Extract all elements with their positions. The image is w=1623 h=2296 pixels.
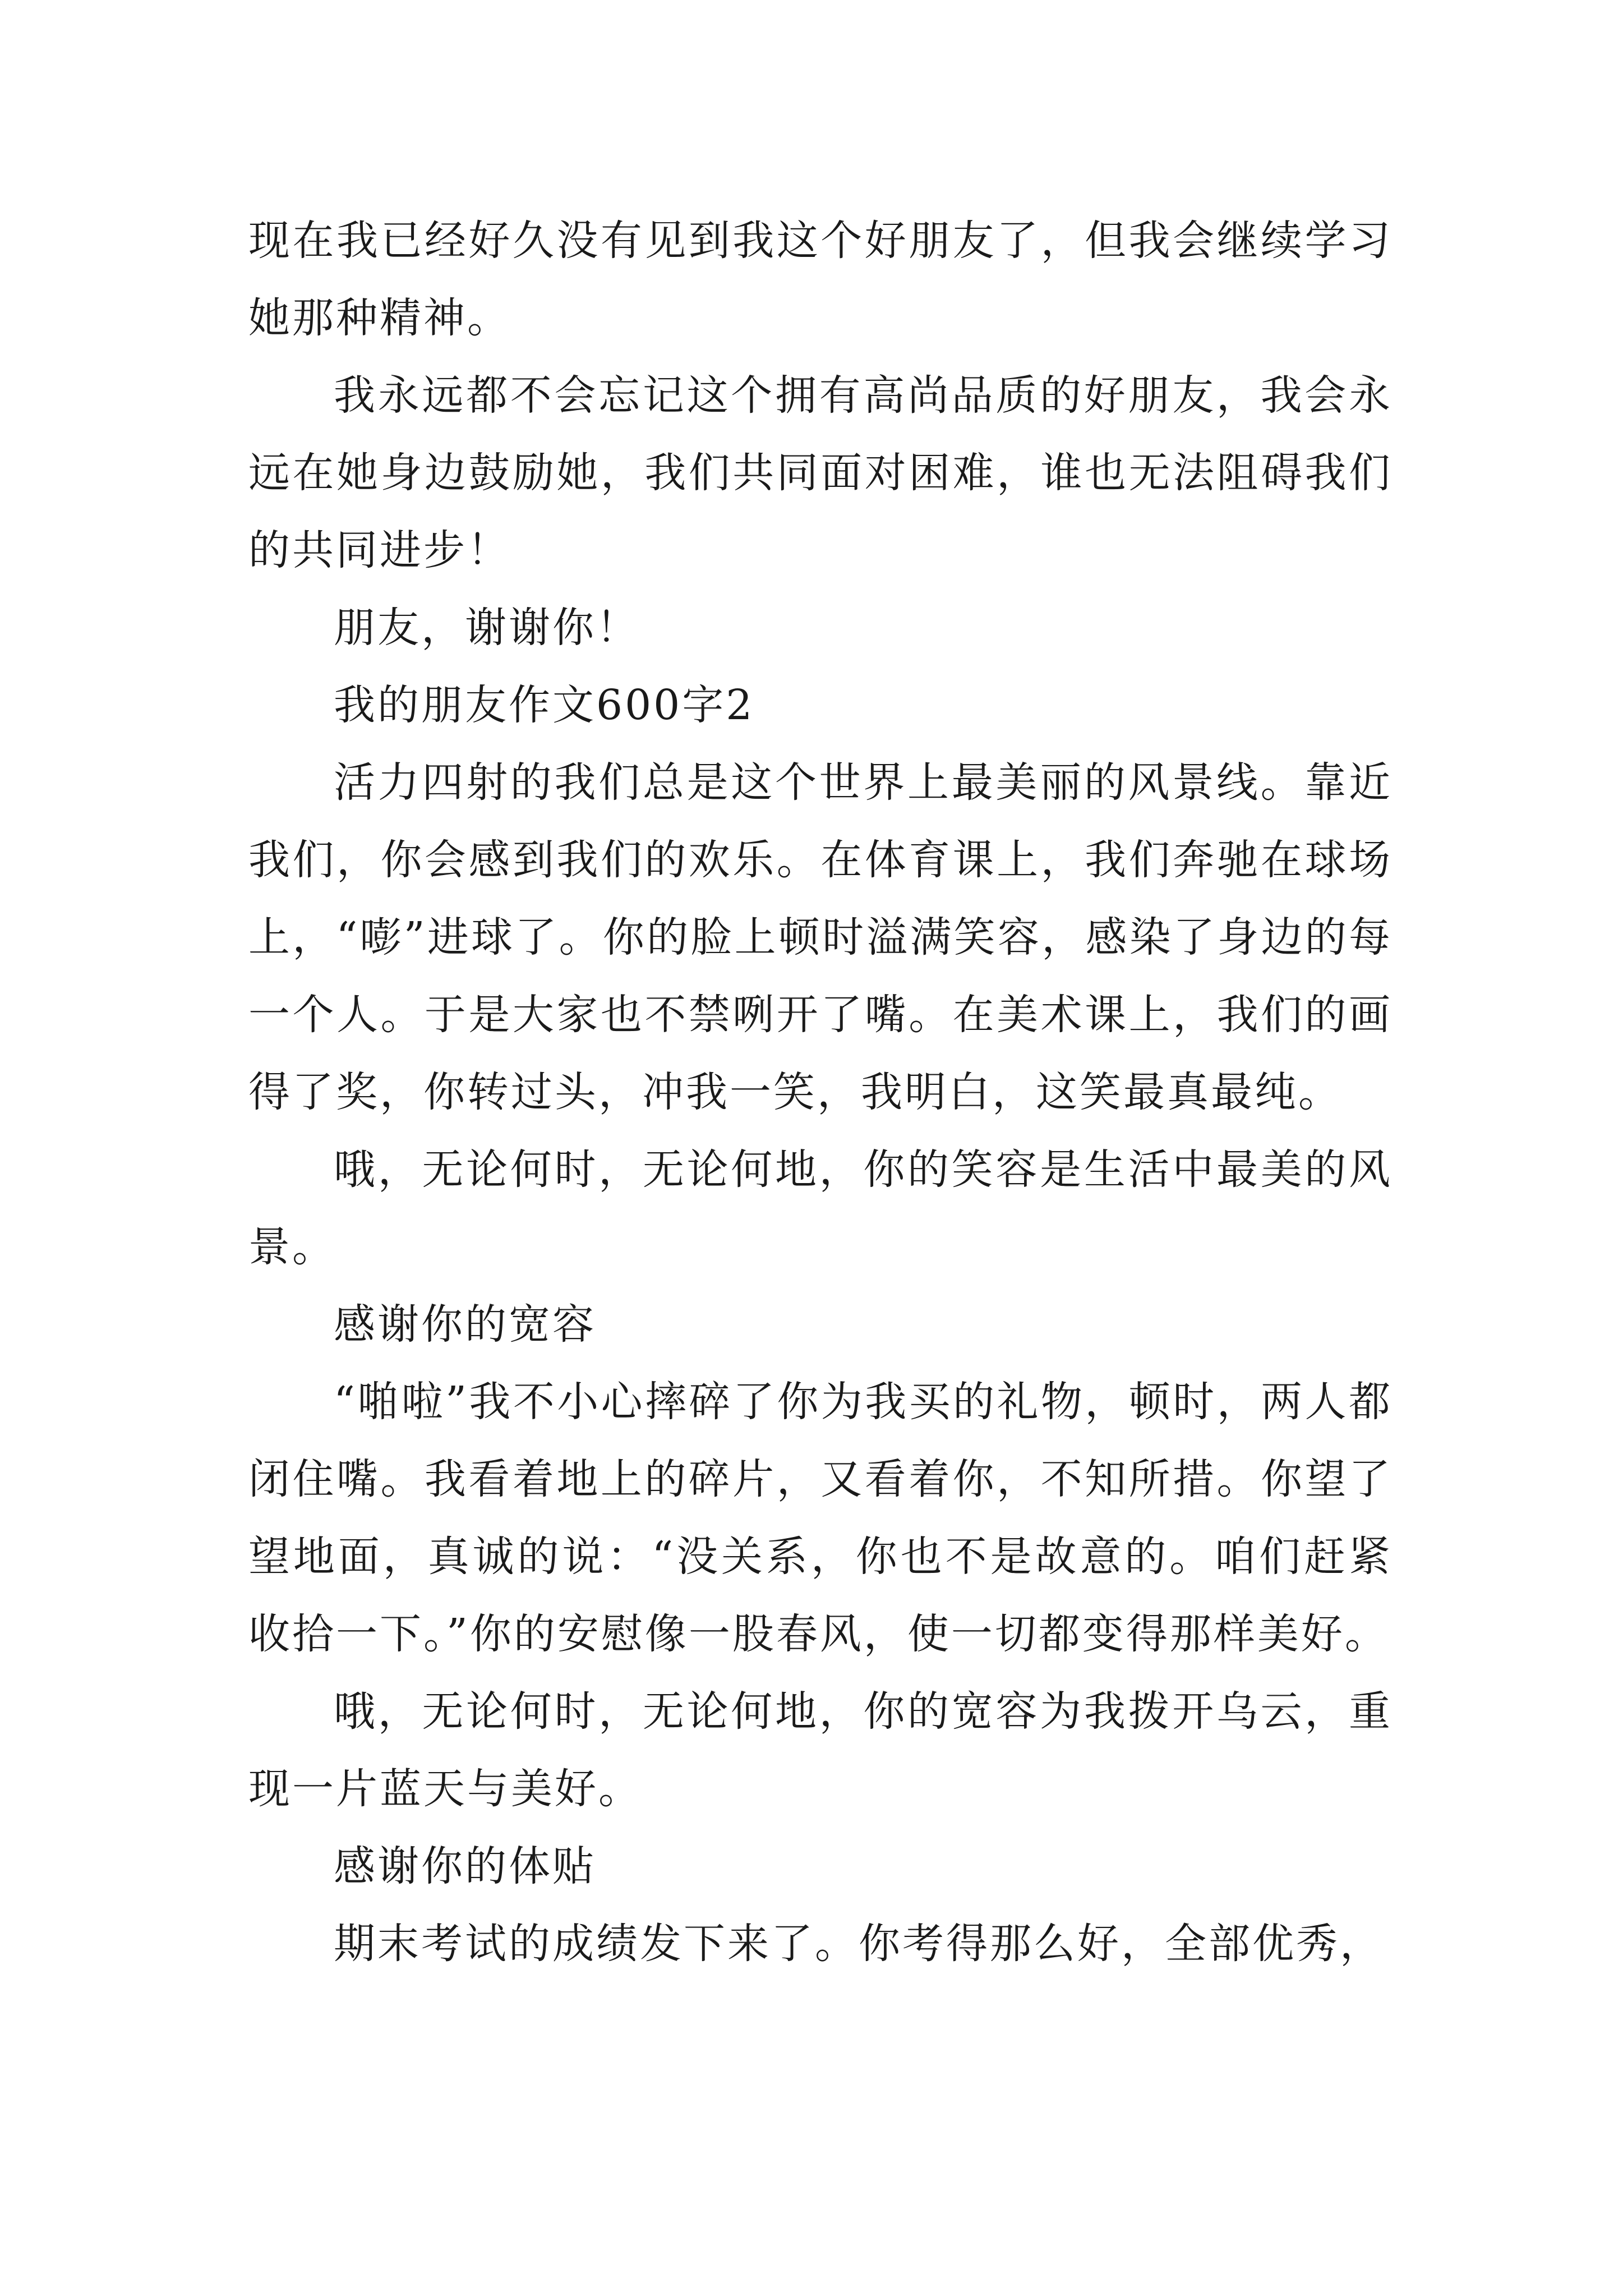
section-heading-consideration: 感谢你的体贴: [334, 1842, 596, 1890]
paragraph-continuation: 现在我已经好久没有见到我这个好朋友了，但我会继续学习她那种精神。: [248, 217, 1393, 342]
paragraph-tolerance-clouds: 哦，无论何时，无论何地，你的宽容为我拨开乌云，重现一片蓝天与美好。: [248, 1687, 1393, 1813]
paragraph-broken-gift: “啪啦”我不小心摔碎了你为我买的礼物，顿时，两人都闭住嘴。我看着地上的碎片，又看着你，不知所措。你望了望地面，真诚的说：“没关系，你也不是故意的。咱们赶紧收拾一下。”你的安慰像一股春风，使一切都变得那样美好。: [248, 1378, 1393, 1658]
document-body: [248, 202, 1393, 1982]
paragraph-exam-results: 期末考试的成绩发下来了。你考得那么好，全部优秀，: [334, 1920, 1384, 1968]
paragraph-thanks-friend: 朋友，谢谢你！: [334, 604, 640, 652]
paragraph-vitality: 活力四射的我们总是这个世界上最美丽的风景线。靠近我们，你会感到我们的欢乐。在体育课上，我们奔驰在球场上，“嘭”进球了。你的脸上顿时溢满笑容，感染了身边的每一个人。于是大家也不禁咧开了嘴。在美术课上，我们的画得了奖，你转过头，冲我一笑，我明白，这笑最真最纯。: [248, 758, 1393, 1116]
paragraph-never-forget: 我永远都不会忘记这个拥有高尚品质的好朋友，我会永远在她身边鼓励她，我们共同面对困难，谁也无法阻碍我们的共同进步！: [248, 371, 1393, 574]
paragraph-smile-scenery: 哦，无论何时，无论何地，你的笑容是生活中最美的风景。: [248, 1145, 1393, 1271]
essay-title: 我的朋友作文600字2: [334, 681, 755, 729]
section-heading-tolerance: 感谢你的宽容: [334, 1300, 596, 1349]
